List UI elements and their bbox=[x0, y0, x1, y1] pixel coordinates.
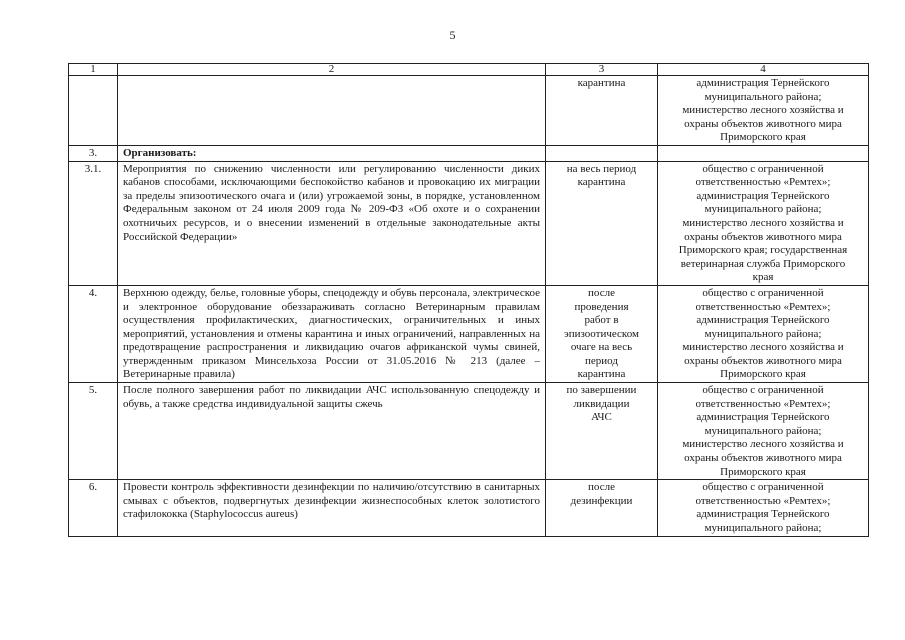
table-row bbox=[69, 76, 869, 146]
executor-line: охраны объектов животного мира bbox=[684, 117, 842, 130]
row-period: карантина bbox=[546, 76, 658, 146]
period-line: по завершении bbox=[566, 384, 637, 397]
row-period bbox=[546, 161, 658, 285]
header-cell: 2 bbox=[118, 64, 546, 76]
header-cell: 1 bbox=[69, 64, 118, 76]
row-content: После полного завершения работ по ликвидации АЧС использованную спецодежду и обувь, а также средства индивидуальной защиты сжечь bbox=[118, 383, 546, 480]
row-executors bbox=[658, 383, 869, 480]
row-period bbox=[546, 285, 658, 382]
row-period bbox=[546, 480, 658, 536]
executor-line: ветеринарная служба Приморского bbox=[680, 257, 846, 270]
executor-line: общество с ограниченной bbox=[702, 384, 824, 397]
period-line: эпизоотическом bbox=[564, 327, 639, 340]
period-line: на весь период bbox=[566, 162, 637, 175]
executor-line: Приморского края bbox=[720, 368, 806, 381]
executor-line: администрация Тернейского bbox=[696, 411, 830, 424]
period-line: период bbox=[585, 354, 618, 367]
row-executors bbox=[658, 480, 869, 536]
executor-line: ответственностью «Ремтех»; bbox=[695, 300, 831, 313]
measures-table bbox=[68, 63, 869, 537]
executor-line: муниципального района; bbox=[704, 327, 822, 340]
executor-line: министерство лесного хозяйства и bbox=[682, 341, 844, 354]
row-number: 3.1. bbox=[69, 161, 118, 285]
period-line: после bbox=[588, 481, 615, 494]
period-line: после bbox=[588, 286, 615, 299]
row-period bbox=[546, 145, 658, 161]
row-content: Верхнюю одежду, белье, головные уборы, спецодежду и обувь персонала, электрическое и электронное оборудование обеззараживать согласно Ветеринарным правилам осуществления профилактических, диагностических, ограничительных и иных мероприятий, установления и отмены карантина и иных ограничений, направленных на предотвращение распространения и ликвидацию очагов африканской чумы свиней, утвержденным приказом Минсельхоза России от 31.05.2016 № 213 (далее – Ветеринарные правила) bbox=[118, 285, 546, 382]
table-header-row bbox=[69, 64, 869, 76]
table-row bbox=[69, 383, 869, 480]
row-content bbox=[118, 76, 546, 146]
table-row bbox=[69, 480, 869, 536]
row-number bbox=[69, 76, 118, 146]
header-cell: 4 bbox=[658, 64, 869, 76]
header-cell: 3 bbox=[546, 64, 658, 76]
executor-line: края bbox=[752, 271, 774, 284]
row-number: 5. bbox=[69, 383, 118, 480]
executor-line: муниципального района; bbox=[704, 522, 822, 534]
row-number: 6. bbox=[69, 480, 118, 536]
executor-line: администрация Тернейского bbox=[696, 189, 830, 202]
table-row bbox=[69, 145, 869, 161]
executor-line: охраны объектов животного мира bbox=[684, 230, 842, 243]
period-line: ликвидации bbox=[573, 397, 630, 410]
row-number: 3. bbox=[69, 145, 118, 161]
executor-line: министерство лесного хозяйства и bbox=[682, 438, 844, 451]
row-executors bbox=[658, 145, 869, 161]
section-heading: Организовать: bbox=[118, 145, 546, 161]
row-content: Провести контроль эффективности дезинфекции по наличию/отсутствию в санитарных смывах с объектов, подвергнутых дезинфекции жизнеспособных клеток золотистого стафилококка (Staphylococcus aureus) bbox=[118, 480, 546, 536]
executor-line: Приморского края bbox=[720, 131, 806, 144]
executor-line: охраны объектов животного мира bbox=[684, 452, 842, 465]
executor-line: ответственностью «Ремтех»; bbox=[695, 176, 831, 189]
period-line: работ в bbox=[584, 314, 619, 327]
row-period bbox=[546, 383, 658, 480]
executor-line: ответственностью «Ремтех»; bbox=[695, 397, 831, 410]
executor-line: Приморского края bbox=[720, 465, 806, 478]
row-number: 4. bbox=[69, 285, 118, 382]
row-executors bbox=[658, 285, 869, 382]
executor-line: муниципального района; bbox=[704, 424, 822, 437]
period-line: карантина bbox=[577, 368, 626, 381]
executor-line: администрация Тернейского bbox=[696, 77, 830, 89]
period-line: очаге на весь bbox=[570, 341, 633, 354]
executor-line: администрация Тернейского bbox=[696, 314, 830, 327]
table-row bbox=[69, 285, 869, 382]
executor-line: министерство лесного хозяйства и bbox=[682, 216, 844, 229]
table-row bbox=[69, 161, 869, 285]
executor-line: общество с ограниченной bbox=[702, 162, 824, 175]
executor-line: общество с ограниченной bbox=[702, 286, 824, 299]
period-line: дезинфекции bbox=[570, 494, 633, 507]
row-executors bbox=[658, 76, 869, 146]
executor-line: министерство лесного хозяйства и bbox=[682, 104, 844, 117]
row-content: Мероприятия по снижению численности или регулированию численности диких кабанов способами, исключающими беспокойство кабанов и провокацию их миграции за пределы эпизоотического очага и (или) угрожаемой зоны, в порядке, установленном Федеральным законом от 24 июля 2009 года № 209-ФЗ «Об охоте и о сохранении охотничьих ресурсов, и о внесении изменений в отдельные законодательные акты Российской Федерации» bbox=[118, 161, 546, 285]
executor-line: администрация Тернейского bbox=[696, 508, 830, 521]
period-line: проведения bbox=[574, 300, 629, 313]
period-line: карантина bbox=[577, 176, 626, 189]
executor-line: общество с ограниченной bbox=[702, 481, 824, 494]
executor-line: Приморского края; государственная bbox=[678, 244, 848, 257]
page-number: 5 bbox=[449, 28, 456, 42]
row-executors bbox=[658, 161, 869, 285]
executor-line: охраны объектов животного мира bbox=[684, 354, 842, 367]
executor-line: муниципального района; bbox=[704, 90, 822, 103]
executor-line: ответственностью «Ремтех»; bbox=[695, 494, 831, 507]
executor-line: муниципального района; bbox=[704, 203, 822, 216]
period-line: АЧС bbox=[591, 411, 612, 424]
